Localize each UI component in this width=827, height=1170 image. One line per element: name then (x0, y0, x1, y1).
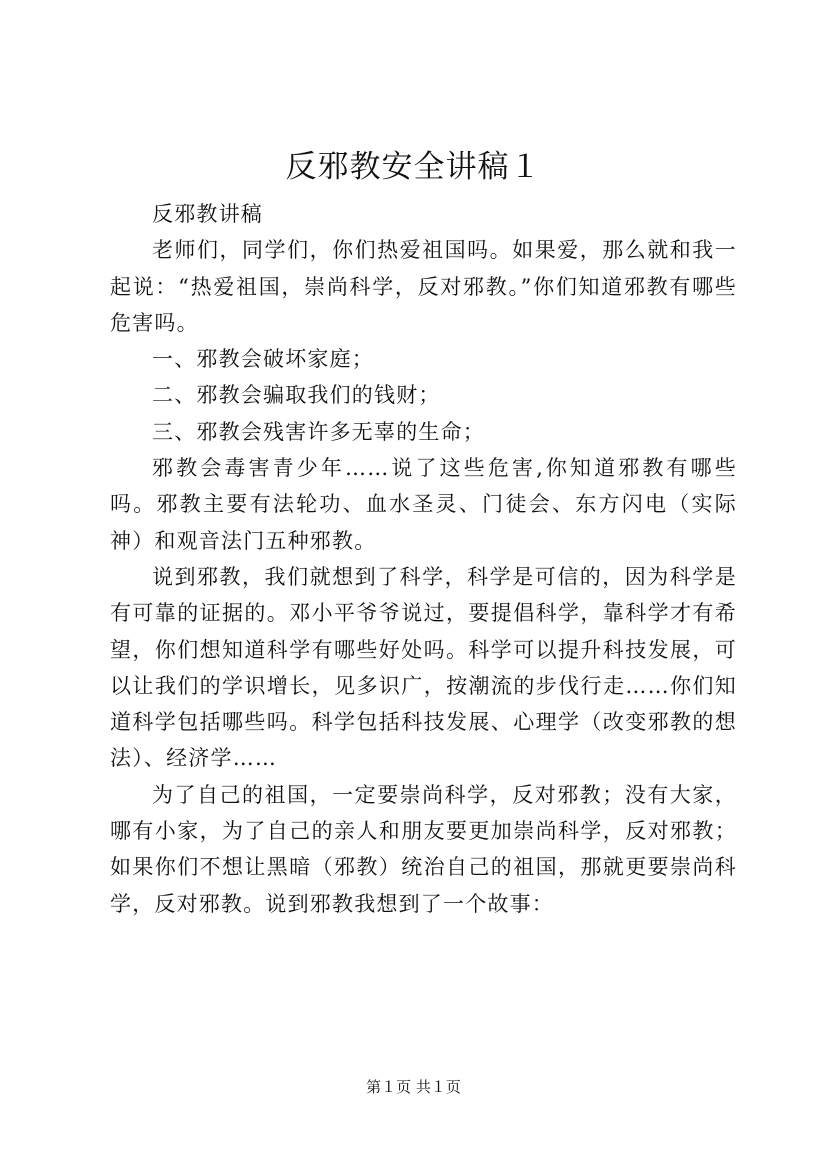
page-footer: 第１页 共１页 (366, 1078, 461, 1096)
page-title: 反邪教安全讲稿１ (285, 149, 542, 185)
paragraph-harm-2: 二、邪教会骗取我们的钱财； (152, 383, 441, 408)
paragraph-conclusion: 为了自己的祖国，一定要崇尚科学，反对邪教；没有大家，哪有小家，为了自己的亲人和朋友要更加崇尚科学，反对邪教；如果你们不想让黑暗（邪教）统治自己的祖国，那就更要崇尚科学，反对邪教。说到邪教我想到了一个故事： (110, 782, 737, 916)
paragraph-subtitle: 反邪教讲稿 (152, 202, 263, 226)
paragraph-intro: 老师们，同学们，你们热爱祖国吗。如果爱，那么就和我一起说：“热爱祖国，崇尚科学，反对邪教。”你们知道邪教有哪些危害吗。 (110, 238, 737, 335)
paragraph-science: 说到邪教，我们就想到了科学，科学是可信的，因为科学是有可靠的证据的。邓小平爷爷说过，要提倡科学，靠科学才有希望，你们想知道科学有哪些好处吗。科学可以提升科技发展，可以让我们的学识增长，见多识广，按潮流的步伐行走……你们知道科学包括哪些吗。科学包括科技发展、心理学（改变邪教的想法）、经济学…… (110, 564, 737, 771)
paragraph-harm-3: 三、邪教会残害许多无辜的生命； (152, 419, 485, 444)
paragraph-cults: 邪教会毒害青少年……说了这些危害,你知道邪教有哪些吗。邪教主要有法轮功、血水圣灵、门徒会、东方闪电（实际神）和观音法门五种邪教。 (110, 456, 737, 553)
document-body (110, 196, 737, 922)
paragraph-harm-1: 一、邪教会破坏家庭； (152, 347, 374, 372)
